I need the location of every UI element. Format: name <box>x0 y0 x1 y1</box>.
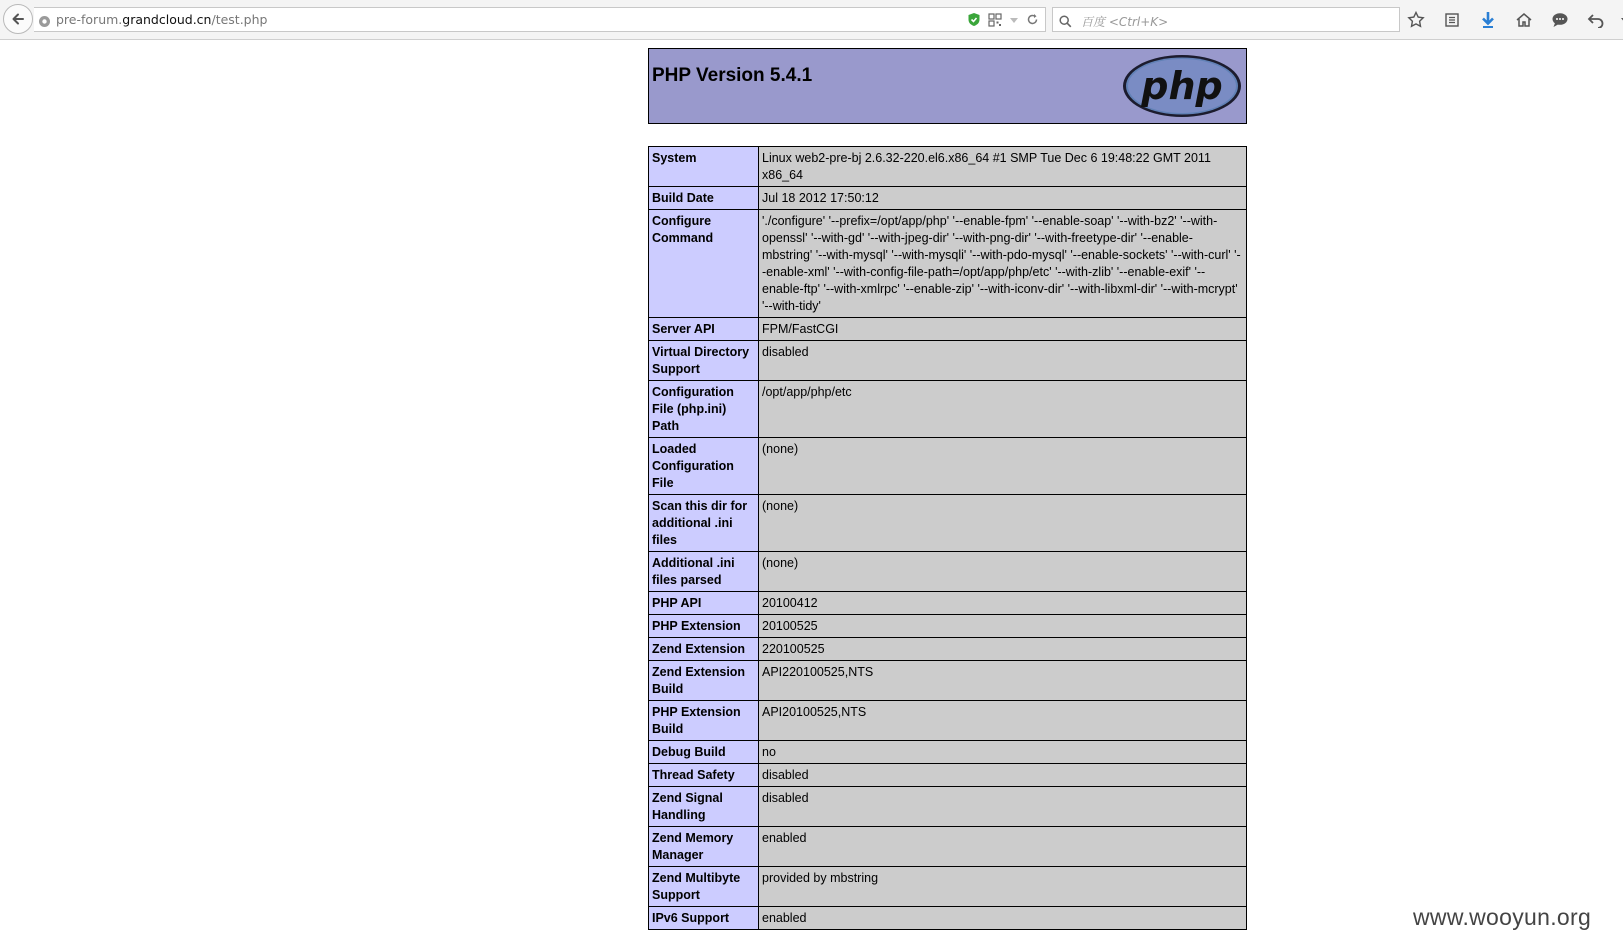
table-row <box>649 341 1247 381</box>
row-value: './configure' '--prefix=/opt/app/php' '--enable-fpm' '--enable-soap' '--with-bz2' '--with-openssl' '--with-gd' '--with-jpeg-dir' '--with-png-dir' '--with-freetype-dir' '--enable-mbstring' '--with-mysql' '--with-mysqli' '--with-pdo-mysql' '--enable-sockets' '--with-curl' '--enable-xml' '--with-config-file-path=/opt/app/php/etc' '--with-zlib' '--enable-exif' '--enable-ftp' '--with-xmlrpc' '--enable-zip' '--with-iconv-dir' '--with-libxml-dir' '--with-mcrypt' '--with-tidy' <box>759 210 1247 318</box>
qr-code-icon[interactable] <box>988 13 1002 27</box>
table-row <box>649 638 1247 661</box>
search-bar[interactable] <box>1052 7 1400 32</box>
row-key: Zend Multibyte Support <box>649 867 759 907</box>
shield-icon[interactable] <box>967 12 981 27</box>
search-placeholder: 百度 <Ctrl+K> <box>1081 15 1169 29</box>
phpinfo-table <box>648 146 1247 930</box>
table-row <box>649 318 1247 341</box>
row-key: Virtual Directory Support <box>649 341 759 381</box>
dropdown-arrow-icon[interactable] <box>1009 15 1019 25</box>
row-value: (none) <box>759 552 1247 592</box>
site-identity-icon[interactable] <box>38 13 51 32</box>
search-icon <box>1059 13 1072 32</box>
row-key: System <box>649 147 759 187</box>
row-key: Additional .ini files parsed <box>649 552 759 592</box>
row-key: PHP API <box>649 592 759 615</box>
phpinfo-page <box>648 48 1247 930</box>
row-key: PHP Extension Build <box>649 701 759 741</box>
url-path: /test.php <box>211 12 268 27</box>
phpinfo-header <box>648 48 1247 124</box>
row-value: API20100525,NTS <box>759 701 1247 741</box>
row-value: disabled <box>759 764 1247 787</box>
row-value: provided by mbstring <box>759 867 1247 907</box>
row-key: Configure Command <box>649 210 759 318</box>
row-value: (none) <box>759 438 1247 495</box>
table-row <box>649 827 1247 867</box>
watermark: www.wooyun.org <box>1413 904 1592 930</box>
row-key: Zend Signal Handling <box>649 787 759 827</box>
row-key: Loaded Configuration File <box>649 438 759 495</box>
table-row <box>649 592 1247 615</box>
reload-icon[interactable] <box>1026 13 1039 26</box>
row-key: Zend Extension Build <box>649 661 759 701</box>
row-key: Server API <box>649 318 759 341</box>
row-value: 220100525 <box>759 638 1247 661</box>
row-value: /opt/app/php/etc <box>759 381 1247 438</box>
row-value: 20100525 <box>759 615 1247 638</box>
url-text[interactable] <box>56 12 267 27</box>
row-value: enabled <box>759 827 1247 867</box>
browser-toolbar <box>0 0 1623 40</box>
home-icon[interactable] <box>1512 8 1536 32</box>
table-row <box>649 907 1247 930</box>
row-value: no <box>759 741 1247 764</box>
url-host: grandcloud.cn <box>122 12 212 27</box>
row-value: API220100525,NTS <box>759 661 1247 701</box>
url-prefix: pre-forum. <box>56 12 123 27</box>
row-value: disabled <box>759 341 1247 381</box>
row-key: Zend Memory Manager <box>649 827 759 867</box>
row-key: IPv6 Support <box>649 907 759 930</box>
row-value: enabled <box>759 907 1247 930</box>
row-value: (none) <box>759 495 1247 552</box>
row-key: Configuration File (php.ini) Path <box>649 381 759 438</box>
row-key: Debug Build <box>649 741 759 764</box>
undo-icon[interactable] <box>1584 8 1608 32</box>
address-bar[interactable] <box>34 7 1046 32</box>
back-arrow-icon <box>10 11 26 27</box>
table-row <box>649 661 1247 701</box>
table-row <box>649 615 1247 638</box>
table-row <box>649 210 1247 318</box>
php-logo-text: php <box>1141 64 1223 108</box>
table-row <box>649 787 1247 827</box>
row-value: Linux web2-pre-bj 2.6.32-220.el6.x86_64 #1 SMP Tue Dec 6 19:48:22 GMT 2011 x86_64 <box>759 147 1247 187</box>
row-key: Build Date <box>649 187 759 210</box>
table-row <box>649 552 1247 592</box>
table-row <box>649 187 1247 210</box>
row-value: FPM/FastCGI <box>759 318 1247 341</box>
row-value: 20100412 <box>759 592 1247 615</box>
table-row <box>649 764 1247 787</box>
chat-icon[interactable] <box>1548 8 1572 32</box>
table-row <box>649 867 1247 907</box>
back-button[interactable] <box>3 4 33 34</box>
php-logo <box>1121 53 1243 119</box>
table-row <box>649 438 1247 495</box>
row-key: PHP Extension <box>649 615 759 638</box>
row-key: Zend Extension <box>649 638 759 661</box>
download-icon[interactable] <box>1476 8 1500 32</box>
page-title: PHP Version 5.4.1 <box>652 65 813 86</box>
row-value: Jul 18 2012 17:50:12 <box>759 187 1247 210</box>
bookmarks-list-icon[interactable] <box>1440 8 1464 32</box>
row-key: Thread Safety <box>649 764 759 787</box>
table-row <box>649 701 1247 741</box>
table-row <box>649 741 1247 764</box>
bookmark-star-icon[interactable] <box>1404 8 1428 32</box>
table-row <box>649 147 1247 187</box>
row-key: Scan this dir for additional .ini files <box>649 495 759 552</box>
table-row <box>649 381 1247 438</box>
table-row <box>649 495 1247 552</box>
row-value: disabled <box>759 787 1247 827</box>
